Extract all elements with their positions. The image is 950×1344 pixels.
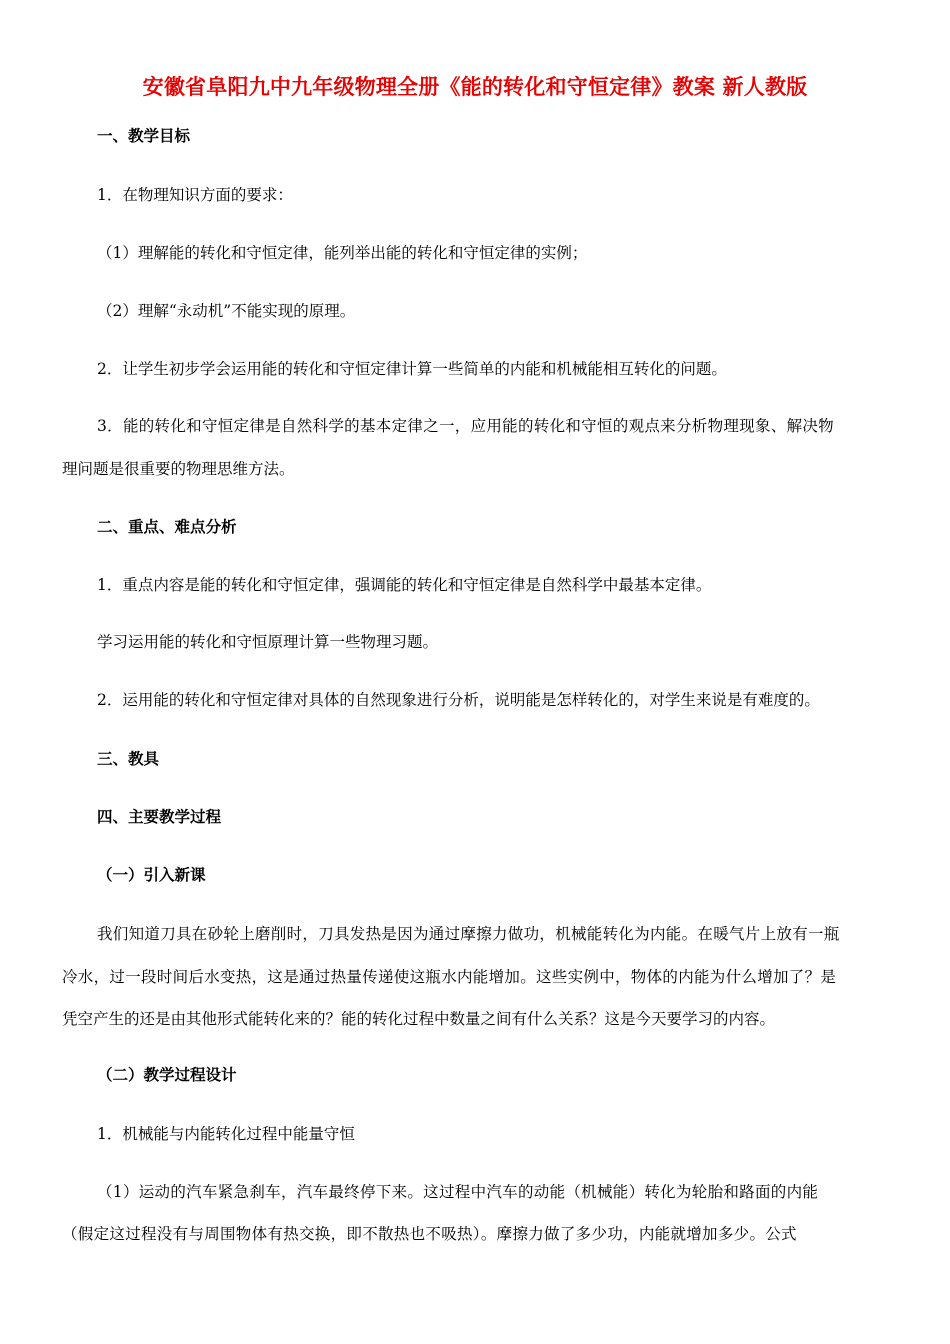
design-item-1-sub-1-line-1: （1）运动的汽车紧急刹车，汽车最终停下来。这过程中汽车的动能（机械能）转化为轮胎和路面的内能	[97, 1183, 819, 1201]
intro-paragraph-line-2: 冷水，过一段时间后水变热，这是通过热量传递使这瓶水内能增加。这些实例中，物体的内能为什么增加了？是	[62, 968, 837, 986]
subsection-heading-intro: （一）引入新课	[97, 866, 206, 884]
section-heading-tools: 三、教具	[97, 750, 160, 768]
section-heading-objectives: 一、教学目标	[97, 127, 191, 145]
section-heading-process: 四、主要教学过程	[97, 808, 222, 826]
key-points-item-2: 2．运用能的转化和守恒定律对具体的自然现象进行分析，说明能是怎样转化的，对学生来说是有难度的。	[97, 691, 820, 709]
intro-paragraph-line-1: 我们知道刀具在砂轮上磨削时，刀具发热是因为通过摩擦力做功，机械能转化为内能。在暖气片上放有一瓶	[97, 925, 840, 943]
objectives-item-1-sub-2: （2）理解“永动机”不能实现的原理。	[97, 302, 356, 320]
section-heading-key-points: 二、重点、难点分析	[97, 518, 237, 536]
design-item-1-sub-1-line-2: （假定这过程没有与周围物体有热交换，即不散热也不吸热）。摩擦力做了多少功，内能就增加多少。公式	[62, 1225, 797, 1243]
objectives-item-1: 1．在物理知识方面的要求：	[97, 186, 293, 204]
objectives-item-2: 2．让学生初步学会运用能的转化和守恒定律计算一些简单的内能和机械能相互转化的问题。	[97, 360, 727, 378]
intro-paragraph-line-3: 凭空产生的还是由其他形式能转化来的？能的转化过程中数量之间有什么关系？这是今天要学习的内容。	[62, 1010, 776, 1028]
objectives-item-3-line-1: 3．能的转化和守恒定律是自然科学的基本定律之一，应用能的转化和守恒的观点来分析物理现象、解决物	[97, 417, 834, 435]
key-points-item-1: 1．重点内容是能的转化和守恒定律，强调能的转化和守恒定律是自然科学中最基本定律。	[97, 576, 712, 594]
document-title: 安徽省阜阳九中九年级物理全册《能的转化和守恒定律》教案 新人教版	[142, 75, 808, 99]
design-item-1: 1．机械能与内能转化过程中能量守恒	[97, 1125, 355, 1143]
key-points-item-1-continued: 学习运用能的转化和守恒原理计算一些物理习题。	[97, 633, 439, 651]
objectives-item-3-line-2: 理问题是很重要的物理思维方法。	[62, 460, 295, 478]
subsection-heading-design: （二）教学过程设计	[97, 1066, 237, 1084]
objectives-item-1-sub-1: （1）理解能的转化和守恒定律，能列举出能的转化和守恒定律的实例；	[97, 244, 588, 262]
